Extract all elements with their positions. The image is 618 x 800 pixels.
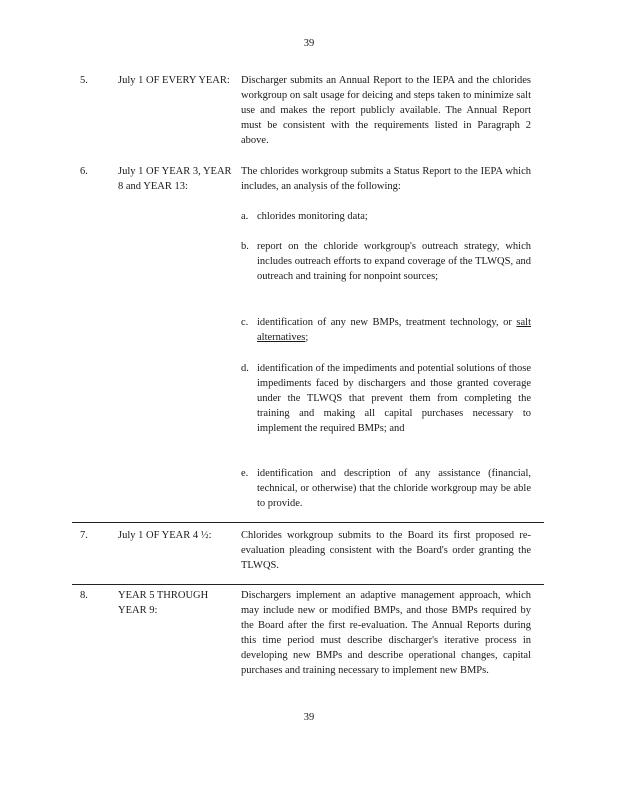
row-date: July 1 OF YEAR 4 ½:: [118, 530, 212, 541]
item-text: identification of the impediments and potential solutions of those impediments faced by dischargers and those granted coverage under the TLWQS that prevent them from completing the training and making all capital purchases necessary to implement the required BMPs; and: [257, 363, 531, 434]
item-label: c.: [241, 317, 249, 328]
item-label: b.: [241, 241, 249, 252]
row-divider: [72, 522, 544, 523]
item-label: d.: [241, 363, 249, 374]
status-report-items: [241, 315, 531, 345]
row-number: 5.: [80, 75, 88, 86]
list-item: [241, 466, 531, 511]
item-tail: ;: [305, 332, 309, 343]
status-report-items: [241, 466, 531, 511]
page-number-top: 39: [303, 38, 315, 49]
row-date: July 1 OF YEAR 3, YEAR 8 and YEAR 13:: [118, 166, 232, 192]
item-text: chlorides monitoring data;: [257, 211, 368, 222]
list-item: [241, 315, 531, 345]
status-report-items: [241, 209, 531, 224]
row-date: July 1 OF EVERY YEAR:: [118, 75, 230, 86]
row-text: The chlorides workgroup submits a Status Report to the IEPA which includes, an analysis of the following:: [241, 166, 531, 192]
item-label: a.: [241, 211, 249, 222]
item-text: identification and description of any assistance (financial, technical, or otherwise) that the chloride workgroup may be able to provide.: [257, 468, 531, 509]
row-number: 8.: [80, 590, 88, 601]
item-label: e.: [241, 468, 249, 479]
item-underlined-text: salt alternatives: [257, 317, 532, 343]
row-text: Discharger submits an Annual Report to the IEPA and the chlorides workgroup on salt usage for deicing and steps taken to minimize salt use and makes the report publicly available. The Annual Report must be consistent with the requirements listed in Paragraph 2 above.: [241, 75, 531, 146]
list-item: [241, 361, 531, 436]
list-item: [241, 239, 531, 284]
status-report-items: [241, 361, 531, 436]
row-number: 7.: [80, 530, 88, 541]
page-number-bottom: 39: [303, 712, 315, 723]
row-text: Chlorides workgroup submits to the Board its first proposed re-evaluation pleading consistent with the Board's order granting the TLWQS.: [241, 530, 531, 571]
row-date: YEAR 5 THROUGH YEAR 9:: [118, 590, 209, 616]
row-divider: [72, 584, 544, 585]
status-report-items: [241, 239, 531, 284]
item-text: report on the chloride workgroup's outreach strategy, which includes outreach efforts to expand coverage of the TLWQS, and outreach and training for nonpoint sources;: [257, 241, 531, 282]
list-item: [241, 209, 531, 224]
item-text: identification of any new BMPs, treatment technology, or: [257, 317, 512, 328]
row-number: 6.: [80, 166, 88, 177]
row-text: Dischargers implement an adaptive management approach, which may include new or modified BMPs, and those BMPs required by the Board after the first re-evaluation. The Annual Reports during this time period must describe discharger's iterative process in developing new BMPs and describe operational changes, capital purchases and training necessary to implement new BMPs.: [241, 590, 531, 676]
